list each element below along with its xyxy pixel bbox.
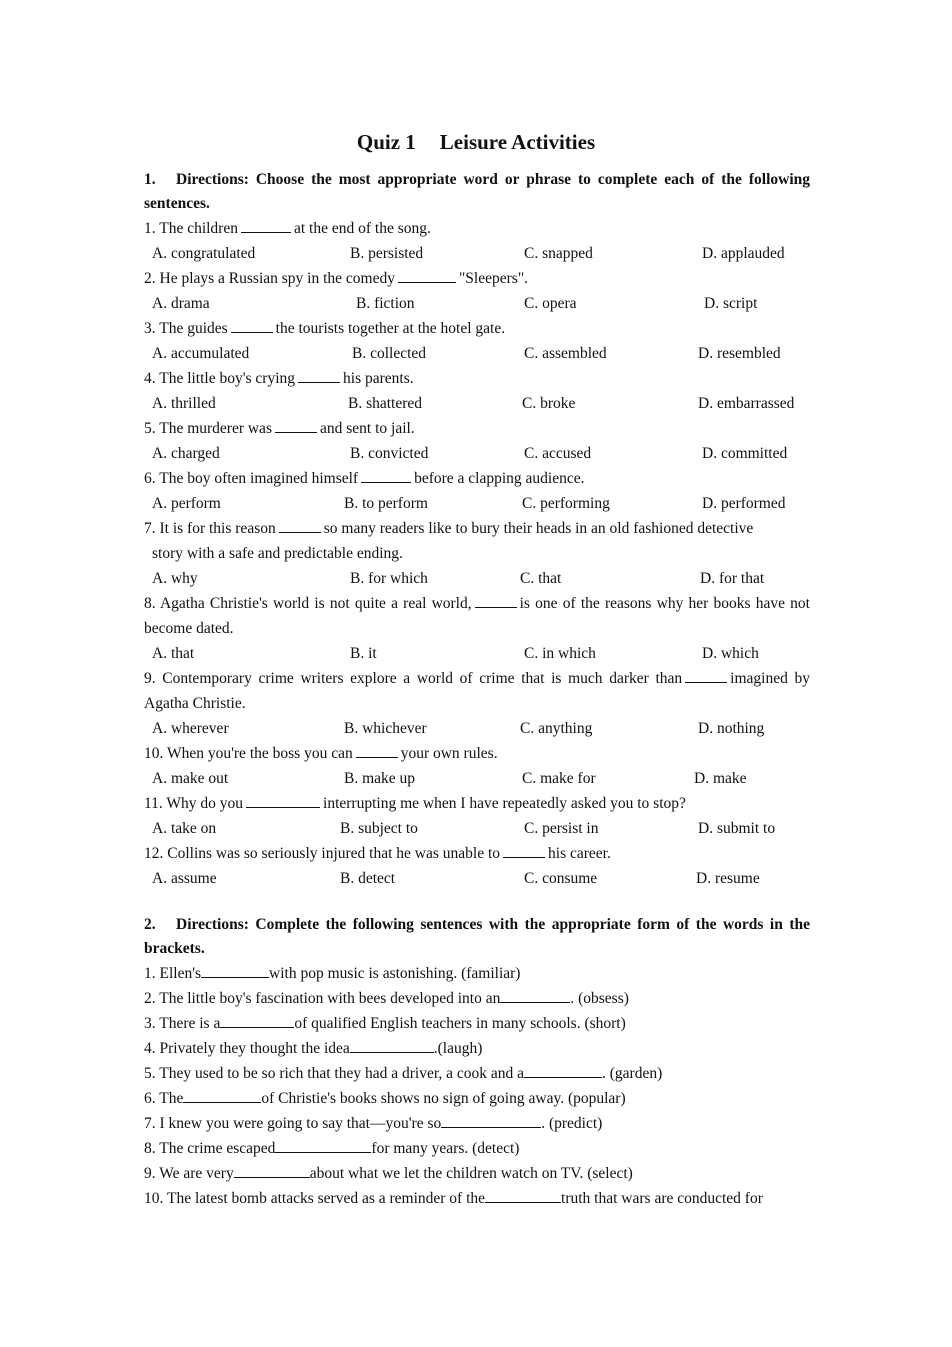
answer-option[interactable]: B. for which xyxy=(350,570,428,587)
fill-in-question xyxy=(144,1036,810,1061)
answer-blank[interactable] xyxy=(361,468,411,483)
answer-option[interactable]: B. detect xyxy=(340,870,396,887)
question-continuation xyxy=(144,541,810,566)
answer-option[interactable]: A. wherever xyxy=(152,720,229,737)
answer-blank[interactable] xyxy=(275,418,317,433)
question-text: your own rules. xyxy=(400,745,498,762)
question-stem xyxy=(144,216,810,241)
option-row xyxy=(144,766,810,791)
answer-blank[interactable] xyxy=(685,668,727,683)
option-row xyxy=(144,491,810,516)
question-text: of qualified English teachers in many schools. (short) xyxy=(294,1015,626,1032)
answer-option[interactable]: D. performed xyxy=(702,495,786,512)
part2-number: 2. xyxy=(144,916,156,933)
fill-in-question xyxy=(144,1111,810,1136)
answer-option[interactable]: A. charged xyxy=(152,445,220,462)
question-text: of Christie's books shows no sign of going away. (popular) xyxy=(261,1090,626,1107)
question-text: story with a safe and predictable ending. xyxy=(152,545,403,562)
question-text: and sent to jail. xyxy=(319,420,415,437)
question-text: for many years. (detect) xyxy=(371,1140,520,1157)
option-row xyxy=(144,391,810,416)
answer-option[interactable]: A. assume xyxy=(152,870,217,887)
question-stem xyxy=(144,591,810,641)
question-text: 6. The boy often imagined himself xyxy=(144,470,359,487)
answer-option[interactable]: D. submit to xyxy=(698,820,776,837)
part1-question-list xyxy=(144,216,810,891)
answer-option[interactable]: D. script xyxy=(704,295,758,312)
part1-number: 1. xyxy=(144,171,156,188)
fill-in-question xyxy=(144,986,810,1011)
question-text: is one of the reasons why her books have not become dated. xyxy=(144,595,810,637)
question-stem xyxy=(144,466,810,491)
quiz-topic: Leisure Activities xyxy=(439,130,596,154)
answer-option[interactable]: D. applauded xyxy=(702,245,785,262)
question-text: 1. Ellen's xyxy=(144,965,202,982)
question-text: before a clapping audience. xyxy=(414,470,585,487)
fill-in-question xyxy=(144,1086,810,1111)
part2-directions xyxy=(144,913,810,961)
answer-option[interactable]: D. embarrassed xyxy=(698,395,795,412)
answer-option[interactable]: B. subject to xyxy=(340,820,418,837)
question-text: 3. The guides xyxy=(144,320,228,337)
question-text: . (obsess) xyxy=(570,990,629,1007)
answer-option[interactable]: B. whichever xyxy=(344,720,427,737)
question-text: imagined by Agatha Christie. xyxy=(144,670,811,712)
option-row xyxy=(144,241,810,266)
answer-option[interactable]: D. resembled xyxy=(698,345,781,362)
answer-option[interactable]: D. for that xyxy=(700,570,765,587)
answer-option[interactable]: B. fiction xyxy=(356,295,415,312)
answer-option[interactable]: A. why xyxy=(152,570,198,587)
quiz-content xyxy=(144,168,810,1211)
answer-blank[interactable] xyxy=(441,1113,541,1128)
answer-blank[interactable] xyxy=(524,1063,602,1078)
answer-option[interactable]: C. snapped xyxy=(524,245,593,262)
answer-blank[interactable] xyxy=(231,318,273,333)
question-stem xyxy=(144,841,810,866)
question-text: .(laugh) xyxy=(433,1040,483,1057)
question-text: 7. I knew you were going to say that—you're so xyxy=(144,1115,442,1132)
question-text: 4. Privately they thought the idea xyxy=(144,1040,350,1057)
answer-option[interactable]: A. accumulated xyxy=(152,345,250,362)
fill-in-question xyxy=(144,1061,810,1086)
answer-blank[interactable] xyxy=(475,593,517,608)
answer-option[interactable]: C. performing xyxy=(522,495,610,512)
question-text: 8. The crime escaped xyxy=(144,1140,276,1157)
question-text: 1. The children xyxy=(144,220,238,237)
answer-option[interactable]: A. take on xyxy=(152,820,217,837)
question-text: at the end of the song. xyxy=(293,220,431,237)
answer-blank[interactable] xyxy=(398,268,456,283)
question-stem xyxy=(144,516,810,541)
answer-blank[interactable] xyxy=(485,1188,561,1203)
answer-blank[interactable] xyxy=(275,1138,371,1153)
answer-option[interactable]: C. consume xyxy=(524,870,598,887)
question-text: interrupting me when I have repeatedly asked you to stop? xyxy=(323,795,686,812)
answer-option[interactable]: A. perform xyxy=(152,495,221,512)
option-row xyxy=(144,866,810,891)
question-text: 2. He plays a Russian spy in the comedy xyxy=(144,270,395,287)
fill-in-question xyxy=(144,1011,810,1036)
quiz-number: Quiz 1 xyxy=(356,130,416,154)
question-text: 12. Collins was so seriously injured that he was unable to xyxy=(144,845,501,862)
answer-option[interactable]: D. resume xyxy=(696,870,760,887)
question-stem xyxy=(144,416,810,441)
question-text: with pop music is astonishing. (familiar) xyxy=(269,965,521,982)
question-text: 11. Why do you xyxy=(144,795,244,812)
question-text: 6. The xyxy=(144,1090,184,1107)
question-stem xyxy=(144,266,810,291)
answer-option[interactable]: B. make up xyxy=(344,770,416,787)
answer-option[interactable]: A. that xyxy=(152,645,195,662)
question-text: . (predict) xyxy=(541,1115,603,1132)
option-row xyxy=(144,441,810,466)
question-stem xyxy=(144,791,810,816)
answer-option[interactable]: B. shattered xyxy=(348,395,423,412)
option-row xyxy=(144,341,810,366)
answer-option[interactable]: C. anything xyxy=(520,720,593,737)
fill-in-question xyxy=(144,1136,810,1161)
answer-option[interactable]: B. to perform xyxy=(344,495,428,512)
question-text: . (garden) xyxy=(602,1065,663,1082)
answer-option[interactable]: D. nothing xyxy=(698,720,765,737)
part1-directions xyxy=(144,168,810,216)
answer-option[interactable]: B. persisted xyxy=(350,245,424,262)
question-text: 8. Agatha Christie's world is not quite a real world, xyxy=(144,595,472,612)
answer-option[interactable]: A. make out xyxy=(152,770,229,787)
answer-option[interactable]: D. which xyxy=(702,645,759,662)
question-text: so many readers like to bury their heads in an old fashioned detective xyxy=(323,520,754,537)
question-text: 3. There is a xyxy=(144,1015,221,1032)
part2-question-list xyxy=(144,961,810,1211)
question-stem xyxy=(144,666,810,716)
answer-blank[interactable] xyxy=(241,218,291,233)
answer-option[interactable]: A. drama xyxy=(152,295,210,312)
answer-blank[interactable] xyxy=(220,1013,294,1028)
answer-option[interactable]: C. broke xyxy=(522,395,576,412)
option-row xyxy=(144,641,810,666)
answer-option[interactable]: C. assembled xyxy=(524,345,607,362)
question-text: 10. The latest bomb attacks served as a reminder of the xyxy=(144,1190,486,1207)
answer-option[interactable]: B. it xyxy=(350,645,377,662)
fill-in-question xyxy=(144,1161,810,1186)
question-text: 10. When you're the boss you can xyxy=(144,745,353,762)
answer-blank[interactable] xyxy=(500,988,570,1003)
question-text: his career. xyxy=(548,845,611,862)
fill-in-question xyxy=(144,961,810,986)
question-stem xyxy=(144,316,810,341)
answer-blank[interactable] xyxy=(298,368,340,383)
answer-option[interactable]: C. accused xyxy=(524,445,592,462)
option-row xyxy=(144,716,810,741)
fill-in-question xyxy=(144,1186,810,1211)
answer-blank[interactable] xyxy=(503,843,545,858)
option-row xyxy=(144,816,810,841)
answer-option[interactable]: A. thrilled xyxy=(152,395,216,412)
part1-directions-text: Directions: Choose the most appropriate word or phrase to complete each of the following sentences. xyxy=(144,171,810,212)
question-text: truth that wars are conducted for xyxy=(561,1190,763,1207)
question-stem xyxy=(144,741,810,766)
question-text: 2. The little boy's fascination with bees developed into an xyxy=(144,990,501,1007)
answer-blank[interactable] xyxy=(234,1163,310,1178)
question-text: the tourists together at the hotel gate. xyxy=(275,320,506,337)
answer-blank[interactable] xyxy=(279,518,321,533)
answer-blank[interactable] xyxy=(246,793,320,808)
answer-option[interactable]: B. collected xyxy=(352,345,427,362)
answer-option[interactable]: C. opera xyxy=(524,295,577,312)
option-row xyxy=(144,291,810,316)
option-row xyxy=(144,566,810,591)
answer-option[interactable]: C. that xyxy=(520,570,562,587)
answer-blank[interactable] xyxy=(183,1088,261,1103)
question-text: about what we let the children watch on TV. (select) xyxy=(309,1165,633,1182)
question-text: 4. The little boy's crying xyxy=(144,370,296,387)
question-stem xyxy=(144,366,810,391)
page-title xyxy=(0,128,952,156)
question-text: 7. It is for this reason xyxy=(144,520,276,537)
answer-option[interactable]: B. convicted xyxy=(350,445,429,462)
answer-option[interactable]: A. congratulated xyxy=(152,245,256,262)
answer-blank[interactable] xyxy=(350,1038,434,1053)
answer-blank[interactable] xyxy=(356,743,398,758)
question-text: 5. The murderer was xyxy=(144,420,272,437)
question-text: his parents. xyxy=(343,370,414,387)
answer-option[interactable]: C. persist in xyxy=(524,820,599,837)
question-text: 9. Contemporary crime writers explore a world of crime that is much darker than xyxy=(144,670,683,687)
answer-option[interactable]: C. make for xyxy=(522,770,596,787)
question-text: 9. We are very xyxy=(144,1165,234,1182)
answer-option[interactable]: D. make xyxy=(694,770,747,787)
answer-option[interactable]: C. in which xyxy=(524,645,596,662)
answer-blank[interactable] xyxy=(201,963,269,978)
answer-option[interactable]: D. committed xyxy=(702,445,788,462)
part2-directions-text: Directions: Complete the following sentences with the appropriate form of the words in the brackets. xyxy=(144,916,810,957)
question-text: 5. They used to be so rich that they had a driver, a cook and a xyxy=(144,1065,525,1082)
question-text: "Sleepers". xyxy=(458,270,529,287)
